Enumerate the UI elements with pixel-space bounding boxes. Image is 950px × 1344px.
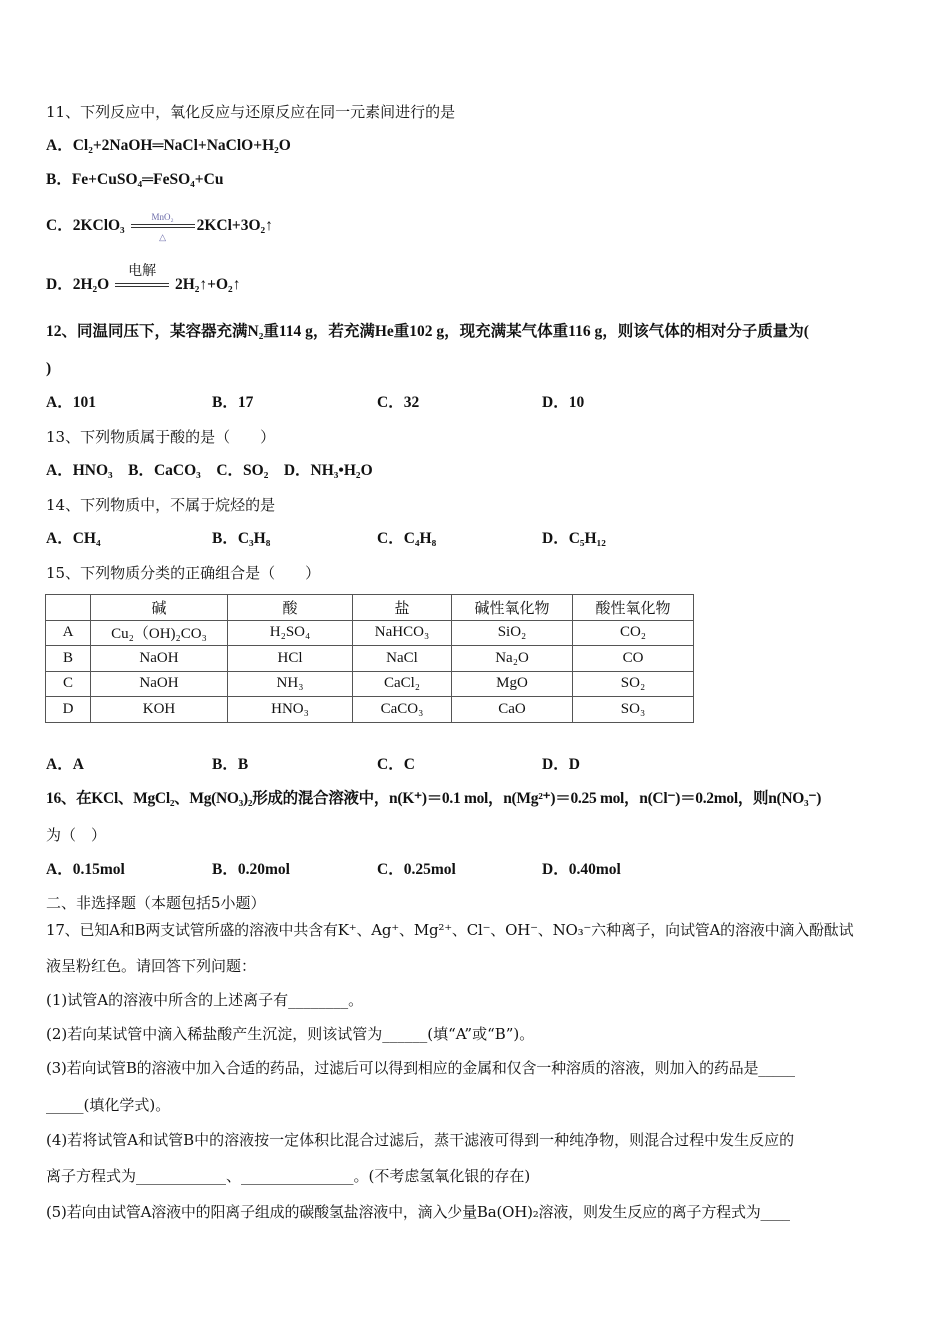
table-row xyxy=(46,671,694,697)
q17-part-3b: _____(填化学式)。 xyxy=(46,1096,171,1114)
cell: C xyxy=(46,671,91,697)
cell: MgO xyxy=(452,671,573,697)
q12-stem: 12、同温同压下，某容器充满N₂重114 g，若充满He重102 g，现充满某气体重116 g，则该气体的相对分子质量为( xyxy=(46,323,809,340)
q11-d-right: 2H₂↑+O₂↑ xyxy=(174,276,241,293)
cell: A xyxy=(46,620,91,646)
q14-stem: 14、下列物质中，不属于烷烃的是 xyxy=(46,496,276,514)
q12-stem-end: ) xyxy=(46,360,52,377)
q17-part-2: (2)若向某试管中滴入稀盐酸产生沉淀，则该试管为______(填“A”或“B”)。 xyxy=(46,1025,535,1043)
cell: NaOH xyxy=(91,671,228,697)
cell: CaO xyxy=(452,697,573,723)
header-cell: 盐 xyxy=(353,595,452,621)
q17-stem-2: 液呈粉红色。请回答下列问题： xyxy=(46,957,257,975)
q15-option: A．A xyxy=(46,756,84,773)
electrolysis-label: 电解 xyxy=(128,264,157,280)
q12-option: D．10 xyxy=(542,394,585,411)
cell: Cu₂（OH)₂CO₃ xyxy=(91,620,228,646)
q15-option: D．D xyxy=(542,756,580,773)
q11-option-d xyxy=(46,264,241,295)
cell: HCl xyxy=(228,646,353,672)
q17-stem-1: 17、已知A和B两支试管所盛的溶液中共含有K⁺、Ag⁺、Mg²⁺、Cl⁻、OH⁻、NO₃⁻六种离子，向试管A的溶液中滴入酚酞试 xyxy=(46,921,854,939)
q16-option: B．0.20mol xyxy=(212,861,290,878)
reaction-arrow xyxy=(131,212,195,243)
header-cell: 碱 xyxy=(91,595,228,621)
q16-option: D．0.40mol xyxy=(542,861,621,878)
catalyst-label: MnO₂ xyxy=(151,212,174,223)
cell: SO₂ xyxy=(573,671,694,697)
q16-option: C．0.25mol xyxy=(377,861,456,878)
q11-d-left: D．2H₂O xyxy=(46,276,110,293)
q14-option: A．CH₄ xyxy=(46,530,101,547)
q15-option: C．C xyxy=(377,756,415,773)
q17-part-5: (5)若向由试管A溶液中的阳离子组成的碳酸氢盐溶液中，滴入少量Ba(OH)₂溶液，则发生反应的离子方程式为____ xyxy=(46,1203,790,1221)
q15-stem: 15、下列物质分类的正确组合是（ ） xyxy=(46,564,321,582)
cell: NaOH xyxy=(91,646,228,672)
q12-option: B．17 xyxy=(212,394,254,411)
q11-option-b: B．Fe+CuSO₄═FeSO₄+Cu xyxy=(46,171,224,188)
cell: CaCl₂ xyxy=(353,671,452,697)
q11-option-a: A．Cl₂+2NaOH═NaCl+NaClO+H₂O xyxy=(46,137,291,154)
reaction-arrow xyxy=(115,264,169,292)
q16-option: A．0.15mol xyxy=(46,861,125,878)
q11-stem: 11、下列反应中，氧化反应与还原反应在同一元素间进行的是 xyxy=(46,103,456,121)
q17-part-1: (1)试管A的溶液中所含的上述离子有________。 xyxy=(46,991,364,1009)
cell: Na₂O xyxy=(452,646,573,672)
q14-option: B．C₃H₈ xyxy=(212,530,271,547)
cell: CO₂ xyxy=(573,620,694,646)
q14-option: D．C₅H₁₂ xyxy=(542,530,606,547)
classification-table xyxy=(45,594,694,723)
table-row xyxy=(46,697,694,723)
q15-option: B．B xyxy=(212,756,249,773)
cell: CaCO₃ xyxy=(353,697,452,723)
q12-option: A．101 xyxy=(46,394,96,411)
cell: HNO₃ xyxy=(228,697,353,723)
q17-part-4b: 离子方程式为____________、_______________。(不考虑氢氧化银的存在) xyxy=(46,1167,531,1185)
q13-options: A．HNO₃ B．CaCO₃ C．SO₂ D．NH₃•H₂O xyxy=(46,462,373,479)
header-cell: 酸性氧化物 xyxy=(573,595,694,621)
cell: CO xyxy=(573,646,694,672)
q13-stem: 13、下列物质属于酸的是（ ） xyxy=(46,428,276,446)
cell: D xyxy=(46,697,91,723)
heat-label: △ xyxy=(159,232,167,243)
q11-c-right: 2KCl+3O₂↑ xyxy=(196,217,273,234)
q14-option: C．C₄H₈ xyxy=(377,530,437,547)
cell: SiO₂ xyxy=(452,620,573,646)
q12-option: C．32 xyxy=(377,394,420,411)
cell: SO₃ xyxy=(573,697,694,723)
cell: NaHCO₃ xyxy=(353,620,452,646)
q17-part-3a: (3)若向试管B的溶液中加入合适的药品，过滤后可以得到相应的金属和仅含一种溶质的溶液，则加入的药品是_____ xyxy=(46,1059,795,1077)
cell: NH₃ xyxy=(228,671,353,697)
q16-stem: 16、在KCl、MgCl₂、Mg(NO₃)₂形成的混合溶液中，n(K⁺)＝0.1 mol，n(Mg²⁺)＝0.25 mol，n(Cl⁻)＝0.2mol，则n(NO₃⁻) xyxy=(46,790,822,807)
q11-option-c xyxy=(46,212,273,243)
q16-stem-end: 为（ ） xyxy=(46,826,107,844)
header-cell: 酸 xyxy=(228,595,353,621)
cell: KOH xyxy=(91,697,228,723)
q17-part-4a: (4)若将试管A和试管B中的溶液按一定体积比混合过滤后，蒸干滤液可得到一种纯净物，则混合过程中发生反应的 xyxy=(46,1131,795,1149)
header-cell xyxy=(46,595,91,621)
table-header-row xyxy=(46,595,694,621)
table-row xyxy=(46,646,694,672)
cell: NaCl xyxy=(353,646,452,672)
header-cell: 碱性氧化物 xyxy=(452,595,573,621)
cell: H₂SO₄ xyxy=(228,620,353,646)
section-heading: 二、非选择题（本题包括5小题） xyxy=(46,894,266,912)
cell: B xyxy=(46,646,91,672)
table-row xyxy=(46,620,694,646)
q11-c-left: C．2KClO₃ xyxy=(46,217,125,234)
